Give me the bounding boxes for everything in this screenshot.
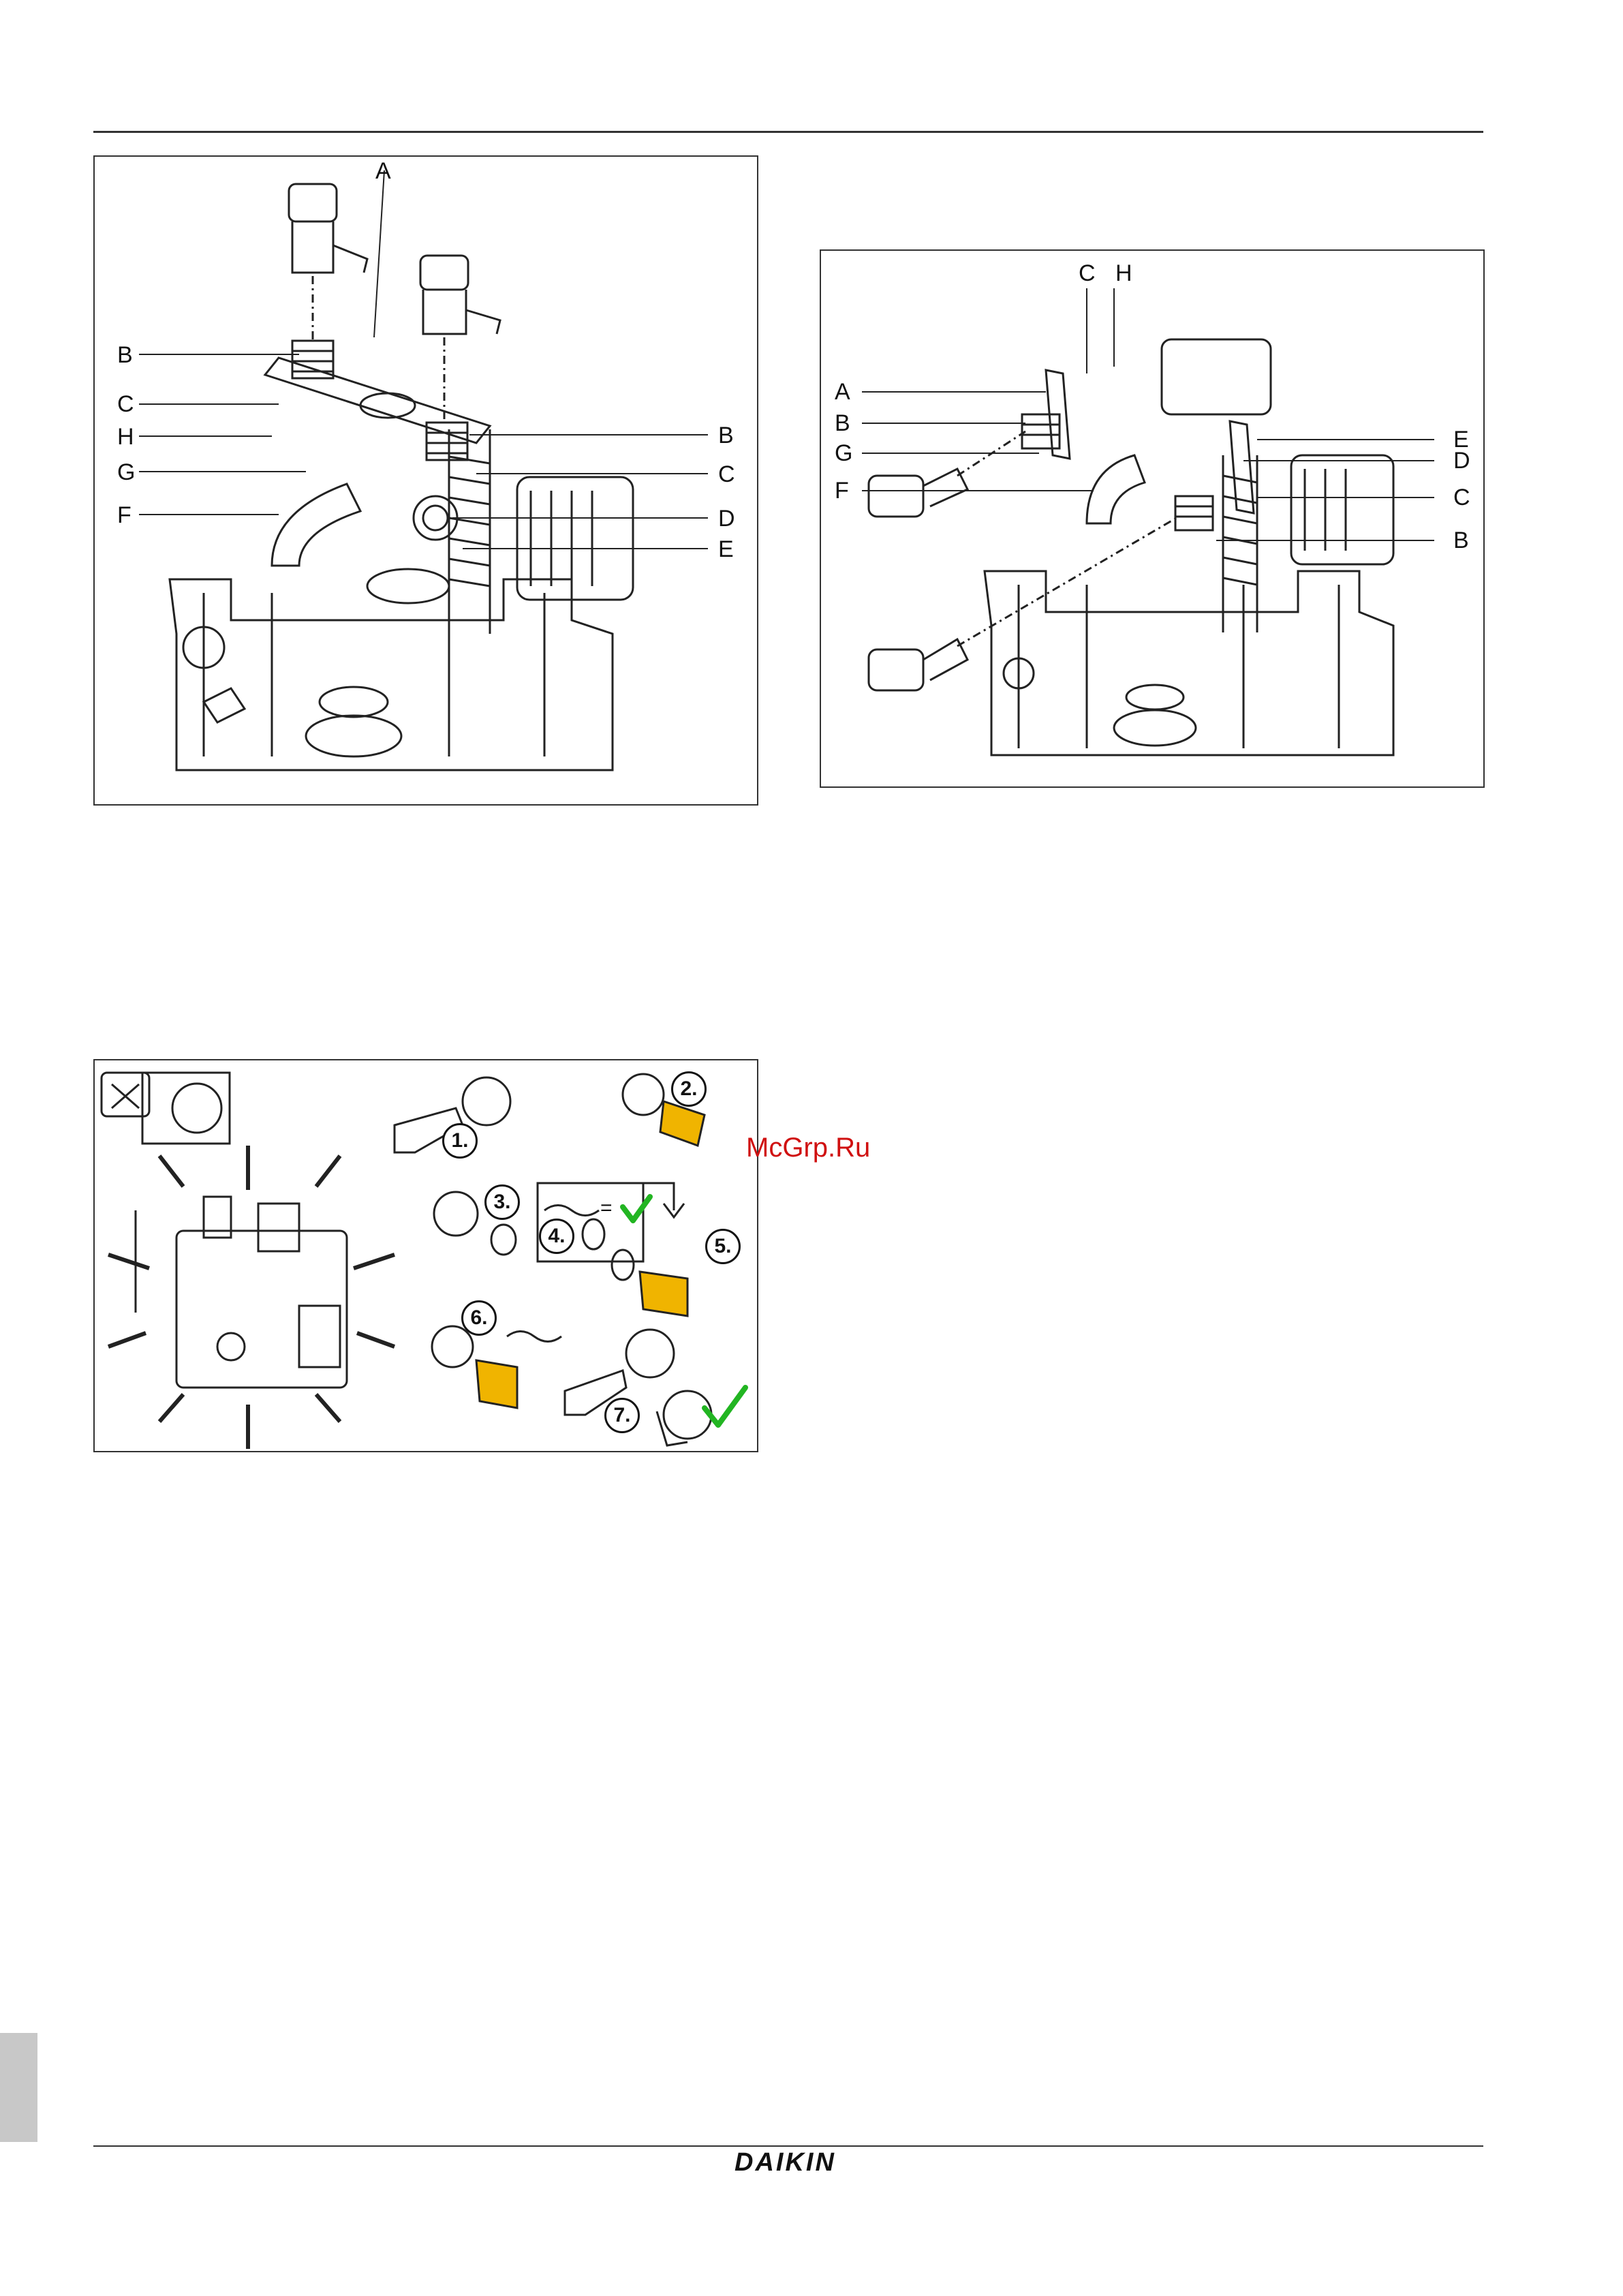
callout-h-top: H [1115,260,1132,286]
callout-a: A [835,379,850,405]
callout-a: A [375,158,391,184]
check-equals-sign: = [600,1197,613,1219]
callout-f: F [117,502,132,528]
callout-g: G [835,440,853,466]
step-1-badge: 1. [442,1123,478,1159]
footer-rule [93,2145,1483,2147]
callout-b-left: B [835,410,850,436]
oring-steps-drawing [95,1060,757,1451]
step-2-badge: 2. [671,1071,707,1107]
callout-d: D [718,506,735,532]
chapter-tab [0,2033,37,2142]
figure-pipe-assembly-installed [820,249,1485,788]
callout-c-right: C [718,461,735,487]
callout-c-right: C [1453,485,1470,510]
daikin-logo: DAIKIN [735,2148,836,2177]
callout-b-right: B [1453,527,1469,553]
callout-b-right: B [718,423,734,448]
callout-d: D [1453,448,1470,474]
step-4-badge: 4. [539,1219,574,1254]
callout-c-top: C [1079,260,1096,286]
figure-oring-replacement-steps [93,1059,758,1452]
step-6-badge: 6. [461,1300,497,1336]
step-5-badge: 5. [705,1229,741,1264]
callout-e: E [718,536,734,562]
hydro-module-drawing-2 [821,251,1483,786]
step-7-badge: 7. [604,1398,640,1433]
callout-c-left: C [117,391,134,417]
callout-h: H [117,424,134,450]
step-3-badge: 3. [484,1184,520,1220]
watermark-text: McGrp.Ru [746,1133,871,1163]
callout-b-left: B [117,342,133,368]
figure-pipe-assembly-exploded [93,155,758,806]
callout-e: E [1453,427,1469,453]
callout-f: F [835,478,849,504]
callout-g: G [117,459,136,485]
hydro-module-drawing [95,157,757,804]
header-rule [93,131,1483,133]
